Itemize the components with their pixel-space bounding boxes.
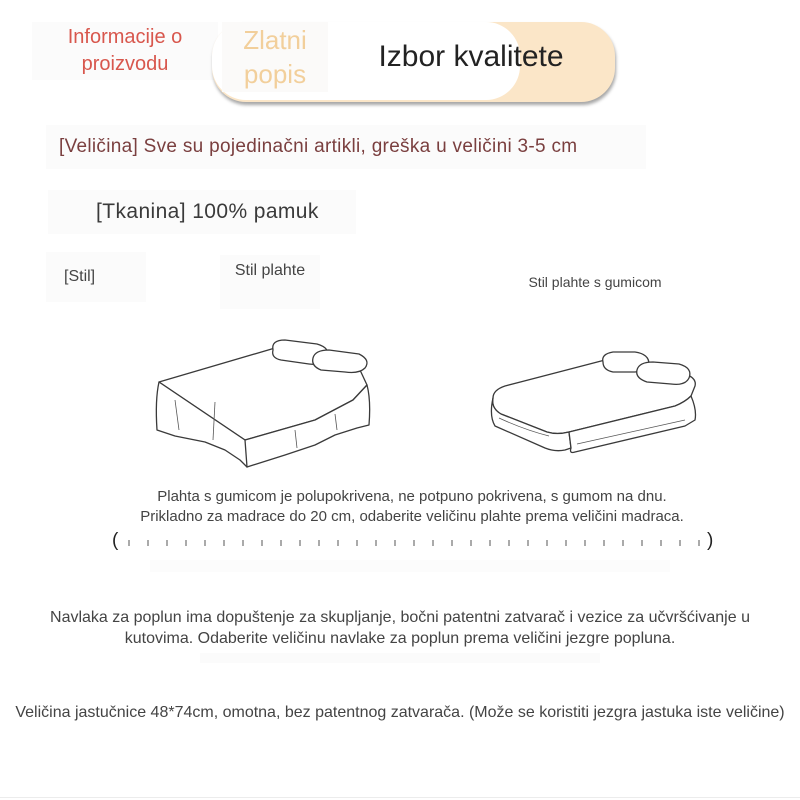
tab-quality-label: Izbor kvalitete (378, 40, 564, 73)
bottom-divider (0, 797, 800, 798)
fabric-info: [Tkanina] 100% pamuk (48, 190, 356, 234)
fitted-sheet-style-label: Stil plahte s gumicom (528, 274, 662, 290)
close-parenthesis: ) (707, 530, 714, 551)
open-parenthesis: ( (112, 530, 119, 551)
faint-background-bar (150, 560, 670, 572)
tab-quality-selection[interactable] (340, 34, 602, 80)
fitted-sheet-bed-icon (485, 340, 710, 470)
tab-product-info[interactable] (32, 22, 218, 80)
tab-gold-list-label: Zlatni popis (243, 25, 307, 89)
tab-gold-list[interactable] (222, 22, 328, 92)
style-label: [Stil] (46, 252, 146, 302)
duvet-cover-description: Navlaka za poplun ima dopuštenje za skupljanje, bočni patentni zatvarač i vezice za učvršćivanje u kutovima. Odaberite veličinu navlake za poplun prema veličini jezgre popluna. (50, 609, 750, 647)
dotted-divider (128, 540, 702, 546)
flat-sheet-style-label: Stil plahte (220, 255, 320, 309)
faint-background-bar-2 (200, 653, 600, 663)
flat-sheet-bed-icon (145, 330, 385, 475)
tab-product-info-label: Informacije o proizvodu (67, 26, 183, 75)
size-info: [Veličina] Sve su pojedinačni artikli, greška u veličini 3-5 cm (46, 125, 646, 169)
fitted-sheet-description: Plahta s gumicom je polupokrivena, ne potpuno pokrivena, s gumom na dnu. Prikladno za madrace do 20 cm, odaberite veličinu plahte prema veličini madraca. (140, 488, 684, 525)
pillowcase-description: Veličina jastučnice 48*74cm, omotna, bez patentnog zatvarača. (Može se koristiti jezgra jastuka iste veličine) (15, 704, 785, 721)
